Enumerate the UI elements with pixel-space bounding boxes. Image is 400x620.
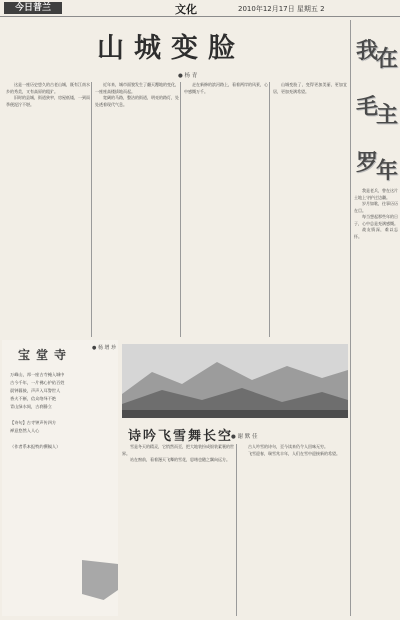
paragraph: 旧时的县城，街道狭窄，房屋低矮，一到雨季便泥泞不堪。 bbox=[6, 95, 90, 107]
poem-line: 禅意悠然入人心 bbox=[10, 428, 40, 433]
poem-line: 青山绿水间，古刹静立 bbox=[10, 404, 52, 409]
article-body-col1 bbox=[6, 82, 90, 337]
article-title: 山城变脸 bbox=[97, 33, 245, 64]
article-title: 诗吟飞雪舞长空 bbox=[128, 429, 234, 444]
title-char: 在 bbox=[376, 46, 399, 72]
newspaper-logo: 今日普兰 bbox=[4, 2, 62, 14]
title-char: 年 bbox=[376, 158, 399, 184]
poem-line: 香火不断，信众络绎不绝 bbox=[10, 396, 57, 401]
paragraph: 我是老兵，曾在这片土地上守护过边疆。 bbox=[354, 188, 398, 200]
masthead bbox=[0, 0, 400, 17]
poem-line: （作者系本报特约撰稿人） bbox=[10, 444, 61, 449]
article-body-col2 bbox=[95, 82, 179, 337]
article-body-col3 bbox=[184, 82, 268, 337]
snow-landscape-image bbox=[122, 344, 348, 418]
paragraph: 近年来，城市面貌发生了翻天覆地的变化，一座座高楼拔地而起。 bbox=[95, 82, 179, 94]
poem-line: 【诗句】古寺钟声传四方 bbox=[10, 420, 57, 425]
vertical-feature-title bbox=[354, 34, 398, 184]
column-divider bbox=[236, 444, 237, 616]
right-column-body bbox=[354, 188, 398, 616]
paragraph: 走在新修的滨河路上，看着两岸的风景，心中感慨万千。 bbox=[184, 82, 268, 94]
column-divider bbox=[269, 82, 270, 337]
article-byline: ● 杨 青 bbox=[178, 73, 198, 79]
poem-box-author: ● 杨 增 珍 bbox=[92, 345, 117, 351]
column-divider bbox=[350, 20, 351, 616]
column-divider bbox=[91, 82, 92, 337]
article-body-col4 bbox=[273, 82, 347, 337]
article2-body-col2 bbox=[240, 444, 348, 616]
poem-line: 万峰山，邦一座古寺掩入城中 bbox=[10, 372, 65, 377]
snow-scene-photo bbox=[122, 344, 348, 418]
title-char: 毛 bbox=[356, 94, 379, 120]
paragraph: 战友情深，难以忘怀。 bbox=[354, 227, 398, 239]
issue-date: 2010年12月17日 星期五 2 bbox=[238, 5, 325, 13]
poem-box-title: 宝堂寺 bbox=[18, 348, 73, 362]
paragraph: 宽阔的马路，整洁的街道，明亮的路灯，处处透着现代气息。 bbox=[95, 95, 179, 107]
title-char: 主 bbox=[376, 102, 399, 128]
paragraph: 雪是冬天的精灵，它悄然而至，把大地装扮成银装素裹的世界。 bbox=[122, 444, 234, 456]
title-char: 罗 bbox=[356, 150, 379, 176]
article2-body-col1 bbox=[122, 444, 234, 616]
article-byline: ● 谢 默 佳 bbox=[231, 434, 258, 440]
section-name: 文化 bbox=[175, 3, 197, 16]
poem-line: 晨钟暮鼓，声声入耳警世人 bbox=[10, 388, 61, 393]
title-char: 我 bbox=[356, 38, 379, 64]
paragraph: 站在窗前，看着漫天飞舞的雪花，思绪也随之飘向远方。 bbox=[130, 457, 230, 462]
column-divider bbox=[180, 82, 181, 337]
paragraph: 古人吟雪的诗句，至今读来仍令人回味无穷。 bbox=[248, 444, 328, 449]
paragraph: 飞雪迎春，瑞雪兆丰年，人们在雪中迎接新的希望。 bbox=[248, 450, 340, 456]
paragraph: 山城变脸了，变得更加美丽，更加宜居，更加充满希望。 bbox=[273, 82, 347, 94]
paragraph: 这是一座历史悠久的古老山城，既有江南水乡的秀美，又有高原的粗犷。 bbox=[6, 82, 90, 94]
paragraph: 岁月如歌，往事历历在目。 bbox=[354, 201, 398, 213]
poem-line: 古今千年，一片佛心护佑百姓 bbox=[10, 380, 65, 385]
paragraph: 每当想起那些年的日子，心中总是充满感慨。 bbox=[354, 214, 398, 226]
